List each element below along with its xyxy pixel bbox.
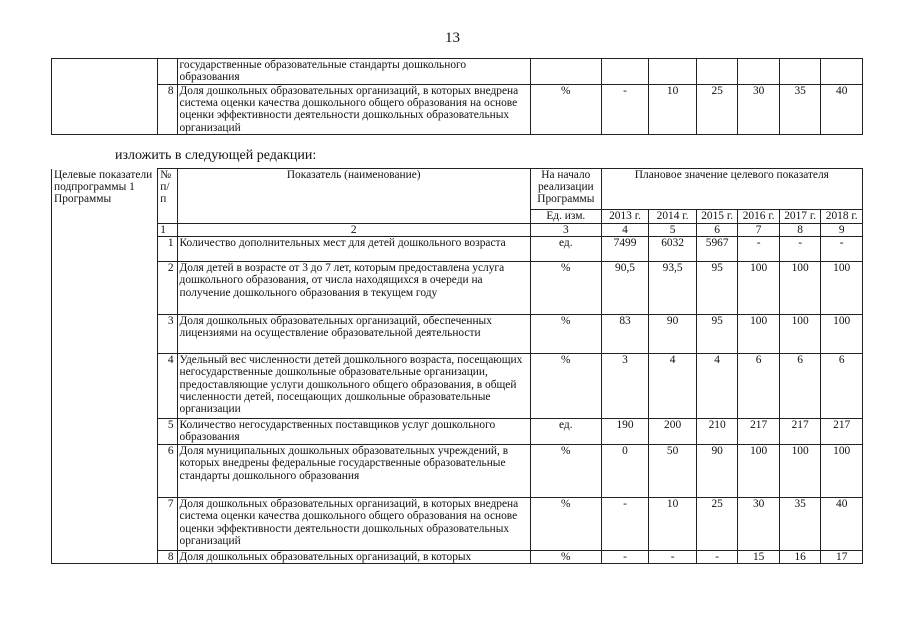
- value-cell: 90,5: [601, 262, 649, 315]
- unit-cell: %: [530, 445, 601, 498]
- value-cell: -: [696, 551, 738, 564]
- row-number: 3: [158, 315, 177, 354]
- value-cell: -: [821, 237, 863, 262]
- value-cell: 17: [821, 551, 863, 564]
- table-row: [52, 498, 863, 551]
- value-cell: 4: [696, 354, 738, 419]
- value-cell: 6: [821, 354, 863, 419]
- unit-cell: %: [530, 354, 601, 419]
- value-cell: -: [601, 498, 649, 551]
- top-group-cell: [52, 59, 158, 135]
- value-cell: [696, 59, 738, 85]
- value-cell: [779, 59, 821, 85]
- value-cell: 4: [649, 354, 697, 419]
- unit-cell: [530, 59, 601, 85]
- indicator-text: Доля детей в возрасте от 3 до 7 лет, которым предоставлена услуга дошкольного образования, от числа находящихся в очереди на получение дошкольного образования в текущем году: [177, 262, 530, 315]
- group-label: Целевые показатели подпрограммы 1 Программы: [52, 169, 158, 564]
- indicator-text: Доля дошкольных образовательных организаций, в которых: [177, 551, 530, 564]
- table-row: [52, 445, 863, 498]
- value-cell: 50: [649, 445, 697, 498]
- column-index-row: [52, 224, 863, 237]
- base-cell: [601, 59, 649, 85]
- value-cell: 217: [821, 419, 863, 445]
- top-fragment-table: [51, 58, 863, 135]
- column-index: 2: [177, 224, 530, 237]
- value-cell: 10: [649, 85, 697, 135]
- column-index: 6: [696, 224, 738, 237]
- value-cell: 100: [821, 315, 863, 354]
- col-plan-header: Плановое значение целевого показателя: [601, 169, 862, 210]
- unit-cell: %: [530, 262, 601, 315]
- row-number: [158, 59, 177, 85]
- indicator-text: Доля дошкольных образовательных организаций, в которых внедрена система оценки качества дошкольного общего образования на основе оценки эффективности деятельности дошкольных образовательных организаций: [177, 85, 530, 135]
- value-cell: 40: [821, 85, 863, 135]
- row-number: 6: [158, 445, 177, 498]
- table-row: [52, 237, 863, 262]
- value-cell: 90: [649, 315, 697, 354]
- row-number: 8: [158, 551, 177, 564]
- value-cell: 100: [779, 315, 821, 354]
- unit-cell: %: [530, 498, 601, 551]
- year-header: 2015 г.: [696, 210, 738, 224]
- value-cell: 7499: [601, 237, 649, 262]
- indicator-text: Удельный вес численности детей дошкольного возраста, посещающих негосударственные дошкольные образовательные организации, предоставляющие услуги дошкольного общего образования, в общей численности детей, посещающих дошкольные образовательные организации: [177, 354, 530, 419]
- value-cell: 35: [779, 498, 821, 551]
- indicator-text: Доля дошкольных образовательных организаций, обеспеченных лицензиями на осуществление образовательной деятельности: [177, 315, 530, 354]
- top-fragment-row: [52, 85, 863, 135]
- value-cell: 100: [738, 445, 780, 498]
- value-cell: 25: [696, 85, 738, 135]
- col-base-header: На начало реализации Программы: [530, 169, 601, 210]
- value-cell: 15: [738, 551, 780, 564]
- value-cell: [649, 59, 697, 85]
- column-index: 3: [530, 224, 601, 237]
- value-cell: 5967: [696, 237, 738, 262]
- column-index: 9: [821, 224, 863, 237]
- base-cell: -: [601, 85, 649, 135]
- value-cell: [738, 59, 780, 85]
- value-cell: 90: [696, 445, 738, 498]
- value-cell: 100: [821, 262, 863, 315]
- value-cell: 40: [821, 498, 863, 551]
- year-header: 2013 г.: [601, 210, 649, 224]
- value-cell: -: [738, 237, 780, 262]
- indicator-text: Количество негосударственных поставщиков услуг дошкольного образования: [177, 419, 530, 445]
- value-cell: 16: [779, 551, 821, 564]
- value-cell: 210: [696, 419, 738, 445]
- col-num-header: № п/п: [158, 169, 177, 224]
- value-cell: -: [601, 551, 649, 564]
- col-unit-header: Ед. изм.: [530, 210, 601, 224]
- value-cell: 25: [696, 498, 738, 551]
- table-row: [52, 354, 863, 419]
- value-cell: 100: [821, 445, 863, 498]
- value-cell: 35: [779, 85, 821, 135]
- column-index: 5: [649, 224, 697, 237]
- year-header: 2017 г.: [779, 210, 821, 224]
- row-number: 5: [158, 419, 177, 445]
- indicator-text: Количество дополнительных мест для детей дошкольного возраста: [177, 237, 530, 262]
- column-index: 4: [601, 224, 649, 237]
- unit-cell: %: [530, 315, 601, 354]
- value-cell: 0: [601, 445, 649, 498]
- indicator-text: государственные образовательные стандарты дошкольного образования: [177, 59, 530, 85]
- value-cell: 95: [696, 262, 738, 315]
- column-index: 7: [738, 224, 780, 237]
- row-number: 7: [158, 498, 177, 551]
- indicators-table: [51, 168, 863, 564]
- row-number: 1: [158, 237, 177, 262]
- value-cell: 6: [779, 354, 821, 419]
- value-cell: 217: [779, 419, 821, 445]
- value-cell: 83: [601, 315, 649, 354]
- value-cell: 93,5: [649, 262, 697, 315]
- indicator-text: Доля дошкольных образовательных организаций, в которых внедрена система оценки качества дошкольного общего образования на основе оценки эффективности деятельности дошкольных образовательных организаций: [177, 498, 530, 551]
- value-cell: 200: [649, 419, 697, 445]
- table-row: [52, 262, 863, 315]
- unit-cell: %: [530, 85, 601, 135]
- value-cell: 30: [738, 498, 780, 551]
- row-number: 8: [158, 85, 177, 135]
- value-cell: 6: [738, 354, 780, 419]
- value-cell: 30: [738, 85, 780, 135]
- table-row: [52, 551, 863, 564]
- column-index: 1: [158, 224, 177, 237]
- row-number: 4: [158, 354, 177, 419]
- value-cell: 100: [738, 262, 780, 315]
- unit-cell: %: [530, 551, 601, 564]
- year-header: 2014 г.: [649, 210, 697, 224]
- value-cell: 10: [649, 498, 697, 551]
- header-row: [52, 169, 863, 210]
- value-cell: -: [649, 551, 697, 564]
- value-cell: 95: [696, 315, 738, 354]
- value-cell: 100: [779, 262, 821, 315]
- value-cell: 100: [779, 445, 821, 498]
- intro-text: изложить в следующей редакции:: [115, 148, 317, 163]
- value-cell: -: [779, 237, 821, 262]
- value-cell: 217: [738, 419, 780, 445]
- page-number: 13: [445, 30, 460, 46]
- indicator-text: Доля муниципальных дошкольных образовательных учреждений, в которых внедрены федеральные государственные образовательные стандарты дошкольного образования: [177, 445, 530, 498]
- year-header: 2016 г.: [738, 210, 780, 224]
- value-cell: 3: [601, 354, 649, 419]
- table-row: [52, 315, 863, 354]
- unit-cell: ед.: [530, 419, 601, 445]
- top-fragment-row: [52, 59, 863, 85]
- table-row: [52, 419, 863, 445]
- column-index: 8: [779, 224, 821, 237]
- value-cell: 6032: [649, 237, 697, 262]
- value-cell: 190: [601, 419, 649, 445]
- unit-cell: ед.: [530, 237, 601, 262]
- col-indicator-header: Показатель (наименование): [177, 169, 530, 224]
- value-cell: [821, 59, 863, 85]
- year-header: 2018 г.: [821, 210, 863, 224]
- value-cell: 100: [738, 315, 780, 354]
- row-number: 2: [158, 262, 177, 315]
